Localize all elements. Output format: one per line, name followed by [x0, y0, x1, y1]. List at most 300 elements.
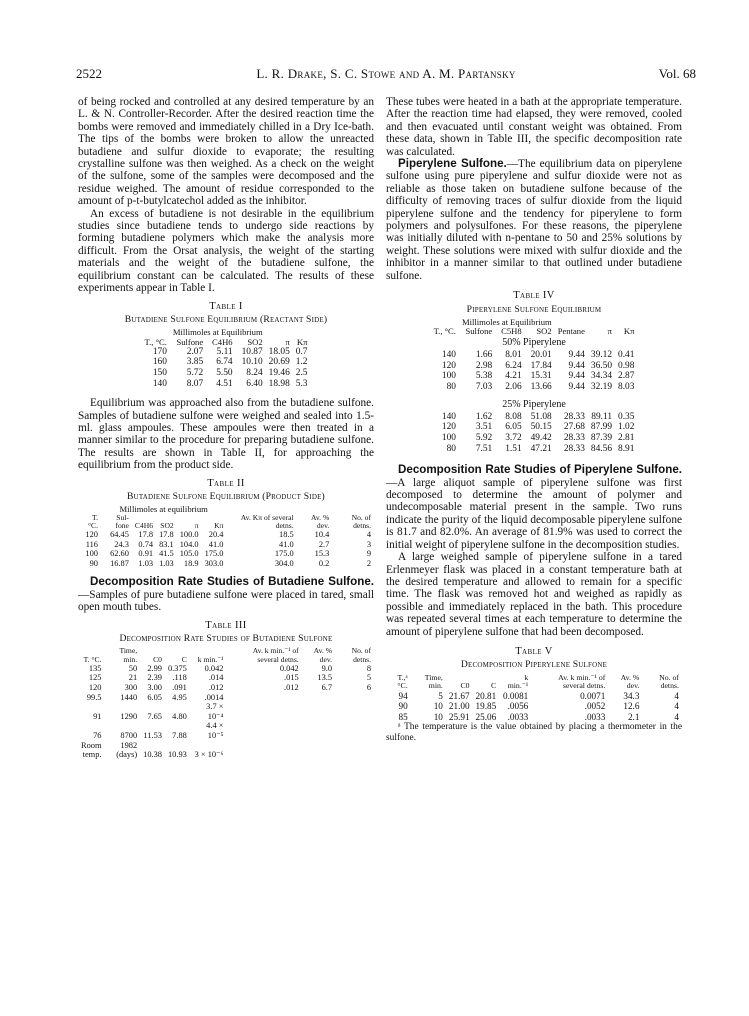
table-cell: 105.0: [179, 549, 199, 559]
table-cell: 140: [152, 378, 167, 389]
table-cell: 8: [366, 663, 371, 673]
column-header: π: [285, 336, 290, 347]
table-cell: 7.03: [475, 381, 493, 392]
table-cell: 2.1: [627, 711, 640, 722]
table-cell: 9: [366, 549, 371, 559]
table-cell: 120: [88, 682, 102, 692]
table-cell: [226, 702, 301, 721]
table-cell: 140: [441, 411, 456, 422]
table-cell: 1290: [120, 711, 138, 721]
table-cell: 18.98: [268, 378, 290, 389]
table-cell: 5.92: [475, 433, 493, 444]
paragraph: of being rocked and controlled at any desired temperature by an L. & N. Controller-Recorder. After the desired reaction time the bombs were removed and immediately chilled in a Dry Ice-bath. The tips of the bombs were broken to allow the unreacted butadiene and sulfur dioxide to evaporate; the resulting crystalline sulfone was then weighed. As a check on the weight of the sulfone, some of the samples were decomposed and the residue weighed. The amount of residue corresponded to the amount of p-t-butylcatechol added as the inhibitor.: [78, 96, 374, 208]
table-cell: 47.21: [530, 443, 552, 454]
table-row: [78, 693, 374, 703]
table-cell: 4.4 × 10⁻⁵: [206, 721, 224, 740]
table-cell: 6.05: [147, 692, 162, 702]
table-cell: 80: [446, 443, 456, 454]
table-cell: 5.38: [475, 371, 493, 382]
table-cell: 11.53: [143, 730, 162, 740]
table-cell: 0.042: [279, 663, 299, 673]
table-cell: [302, 702, 335, 721]
table-cell: 15.3: [314, 549, 330, 559]
table-cell: 84.56: [590, 443, 613, 454]
table-cell: 5: [438, 690, 443, 701]
table-row: [431, 433, 638, 444]
table-cell: 4: [366, 529, 371, 539]
table-cell: 10.38: [143, 750, 162, 760]
table-cell: 13.5: [317, 673, 333, 683]
table-row: [78, 549, 374, 559]
table-cell: 100: [441, 433, 456, 444]
table-cell: .015: [284, 673, 299, 683]
table-cell: 34.3: [623, 690, 640, 701]
table-cell: 39.12: [590, 349, 613, 360]
table-cell: 20.69: [268, 357, 290, 368]
table-cell: 16.87: [110, 558, 129, 568]
table-cell: 83.1: [159, 539, 174, 549]
table-cell: 0.042: [204, 663, 224, 673]
table-cell: 2.39: [147, 673, 162, 683]
column-header: k min.⁻¹: [507, 672, 529, 691]
table-cell: 90: [398, 701, 408, 712]
table-cell: 17.84: [530, 360, 552, 371]
table-row: [431, 350, 638, 361]
table-cell: 5.50: [216, 367, 233, 378]
table-cell: 32.19: [590, 381, 613, 392]
table-cell: 9.44: [568, 349, 585, 360]
column-header: Kπ: [296, 336, 308, 347]
column-header: C0: [153, 654, 162, 664]
table-cell: 175.0: [274, 549, 294, 559]
table-cell: 0.91: [138, 549, 154, 559]
volume: Vol. 68: [658, 66, 696, 81]
table-cell: 15.31: [530, 371, 552, 382]
table-cell: 100: [85, 549, 98, 559]
table-cell: 10.10: [241, 357, 263, 368]
table-cell: 2.5: [295, 367, 308, 378]
table-cell: 2.07: [186, 346, 204, 357]
table-cell: 6: [366, 682, 371, 692]
table-cell: 4.80: [172, 711, 187, 721]
table-label: Table IV: [513, 290, 555, 302]
table-cell: 100.0: [179, 529, 199, 539]
table-cell: 5.3: [295, 378, 308, 389]
table-row: [431, 444, 638, 455]
table-5: [386, 674, 682, 723]
span-header: Millimoles at equilibrium: [119, 504, 208, 515]
table-cell: 1.62: [475, 411, 493, 422]
table-footnote: ᵃ The temperature is the value obtained by placing a thermometer in the sulfone.: [386, 722, 682, 743]
table-cell: 18.05: [268, 346, 290, 357]
table-cell: 18.5: [279, 529, 294, 539]
table-row: [386, 691, 682, 702]
table-cell: 41.0: [279, 539, 294, 549]
running-header: [76, 66, 696, 84]
column-header: C4H6: [212, 336, 233, 347]
paragraph: An excess of butadiene is not desirable in the equilibrium studies since butadiene tends to undergo side reactions by forming butadiene polymers which make the analysis more difficult. From the Orsat analysis, the weight of the starting materials and the weight of the butadiene sulfone, the equilibrium constant can be calculated. The results of these experiments appear in Table I.: [78, 207, 374, 295]
left-column: [78, 96, 374, 760]
section-text: —The equilibrium data on piperylene sulfone using pure piperylene and sulfur dioxide were not as reliable as those taken on butadiene sulfone because of the difficulty of removing traces of sulfur dioxide from the liquid piperylene sulfone and the tendency for piperylene to form polymers and polysulfones. For these reasons, the piperylene was initially diluted with n-pentane to 50 and 25% solutions by weight. These solutions were mixed with sulfur dioxide and the inhibitor in a manner similar to that outlined under butadiene sulfone.: [386, 158, 683, 282]
table-cell: 6.7: [321, 682, 333, 692]
span-header: Millimoles at Equilibrium: [461, 316, 552, 327]
section-heading: Decomposition Rate Studies of Piperylene Sulfone.: [398, 463, 682, 477]
table-cell: 8.07: [186, 378, 204, 389]
table-cell: 1.03: [159, 558, 174, 568]
table-cell: 87.39: [590, 433, 613, 444]
table-row: [431, 382, 638, 393]
column-header: T., °C.: [433, 326, 456, 337]
table-row: [78, 673, 374, 683]
table-cell: 3.7 × 10⁻⁴: [206, 702, 224, 721]
table-cell: 94: [398, 690, 408, 701]
column-header: Av. k min.⁻¹ of several detns.: [252, 646, 299, 664]
table-cell: 1.03: [138, 558, 154, 568]
table-cell: 87.99: [590, 422, 613, 433]
column-header: Av. % dev.: [620, 672, 640, 691]
table-cell: 18.9: [183, 558, 199, 568]
table-row: [78, 721, 374, 740]
column-header: SO2: [160, 520, 174, 530]
table-cell: 2.81: [618, 433, 635, 444]
table-cell: 3.51: [475, 422, 493, 433]
table-cell: 5.11: [216, 346, 233, 357]
table-cell: .118: [172, 673, 187, 683]
table-cell: [226, 721, 301, 740]
table-cell: [335, 721, 374, 740]
table-cell: 9.44: [568, 371, 585, 382]
table-cell: 49.42: [530, 433, 552, 444]
table-cell: 104.0: [179, 539, 199, 549]
table-cell: 36.50: [590, 360, 613, 371]
table-cell: 41.5: [159, 549, 174, 559]
table-cell: 3 × 10⁻⁶: [194, 750, 224, 760]
table-cell: [165, 741, 190, 751]
table-row: [78, 559, 374, 569]
table-cell: 9.44: [568, 360, 585, 371]
table-cell: 0.41: [618, 349, 635, 360]
column-header: k min.⁻¹: [197, 654, 224, 664]
column-header: Av. Kπ of several detns.: [240, 512, 294, 530]
table-cell: 50.15: [530, 422, 552, 433]
table-cell: 91: [93, 711, 102, 721]
table-cell: 25.91: [448, 711, 470, 722]
column-header: Kπ: [214, 520, 224, 530]
span-header: Millimoles at Equilibrium: [172, 327, 263, 338]
table-cell: 10.4: [314, 529, 330, 539]
table-row: [78, 530, 374, 540]
table-cell: 0.7: [295, 346, 308, 357]
table-cell: 12.6: [623, 701, 640, 712]
table-cell: 89.11: [591, 411, 613, 422]
table-cell: 4.21: [505, 371, 522, 382]
table-cell: 4.95: [172, 692, 187, 702]
table-cell: 85: [398, 711, 408, 722]
column-header: SO2: [536, 326, 552, 337]
table-cell: 10.87: [241, 346, 263, 357]
table-cell: 28.33: [563, 443, 585, 454]
table-cell: 1.2: [295, 357, 308, 368]
table-row: [78, 750, 374, 760]
table-cell: 28.33: [563, 411, 585, 422]
table-row: [142, 347, 311, 358]
section-heading: Decomposition Rate Studies of Butadiene Sulfone.: [90, 575, 374, 589]
table-row: [431, 412, 638, 423]
table-row: [386, 701, 682, 712]
table-cell: 25.06: [475, 711, 497, 722]
table-cell: 19.85: [475, 701, 497, 712]
table-cell: 1.02: [618, 422, 635, 433]
table-cell: 62.60: [110, 549, 129, 559]
table-cell: 170: [152, 346, 167, 357]
table-cell: [302, 741, 335, 751]
table-cell: 9.44: [568, 381, 585, 392]
table-cell: 4: [674, 711, 679, 722]
table-cell: .0033: [584, 711, 606, 722]
table-row: [431, 361, 638, 372]
table-cell: 13.66: [530, 381, 552, 392]
column-header: Sulfone: [465, 326, 493, 337]
table-cell: 6.05: [505, 422, 522, 433]
column-header: Pentane: [557, 326, 585, 337]
table-cell: 9.0: [321, 663, 333, 673]
table-cell: 20.4: [208, 529, 224, 539]
column-header: SO2: [247, 336, 263, 347]
table-row: [142, 379, 311, 390]
group-label: 50% Piperylene: [502, 337, 566, 349]
table-title: Decomposition Rate Studies of Butadiene Sulfone: [119, 632, 333, 644]
column-header: No. of detns.: [351, 646, 371, 664]
table-cell: 2.7: [318, 539, 330, 549]
table-label: Table I: [209, 300, 243, 312]
section-text: —A large aliquot sample of piperylene sulfone was first decomposed to determine the amount of polymer and undecomposable material present in the sample. Two runs indicate the purity of the liquid decomposable piperylene sulfone is 81.7 and 82.0%. An average of 81.9% was used to correct the initial weight of piperylene sulfone in the decomposition studies.: [386, 476, 682, 551]
column-header: Kπ: [623, 326, 635, 337]
column-header: No. of detns.: [659, 672, 679, 691]
table-cell: 304.0: [274, 558, 294, 568]
table-cell: 2.87: [618, 371, 635, 382]
table-cell: 7.65: [147, 711, 162, 721]
table-cell: 90: [89, 558, 98, 568]
table-cell: 6.24: [505, 360, 522, 371]
table-cell: 10: [433, 701, 443, 712]
table-cell: Room: [81, 740, 102, 750]
table-cell: 3.72: [505, 433, 522, 444]
table-cell: 0.0071: [580, 690, 606, 701]
table-cell: 6.40: [246, 378, 263, 389]
table-title: Piperylene Sulfone Equilibrium: [466, 303, 602, 315]
table-cell: 51.08: [530, 411, 552, 422]
table-title: Decomposition Piperylene Sulfone: [460, 659, 608, 671]
group-label: 25% Piperylene: [502, 399, 566, 411]
table-row: [78, 664, 374, 674]
table-cell: .014: [208, 673, 224, 683]
table-cell: .012: [208, 682, 224, 692]
table-cell: 8.24: [246, 367, 263, 378]
table-cell: .0052: [584, 701, 606, 712]
table-cell: .012: [284, 682, 299, 692]
table-2: [78, 505, 374, 568]
table-row: [386, 712, 682, 723]
table-cell: [302, 693, 335, 703]
table-cell: 120: [85, 529, 98, 539]
table-4: [431, 318, 638, 454]
table-row: [431, 371, 638, 382]
table-cell: 160: [152, 357, 167, 368]
column-header: π: [607, 326, 613, 337]
table-title: Butadiene Sulfone Equilibrium (Product Side): [127, 490, 325, 502]
table-cell: 1982: [120, 740, 138, 750]
table-cell: [335, 693, 374, 703]
table-label: Table III: [205, 619, 247, 631]
table-cell: 6.74: [216, 357, 233, 368]
column-header: Sul-fone: [115, 512, 129, 530]
table-cell: 10: [433, 711, 443, 722]
table-cell: 140: [441, 349, 456, 360]
table-cell: 150: [152, 367, 167, 378]
table-label: Table II: [207, 477, 245, 489]
table-cell: 4: [674, 701, 679, 712]
table-cell: [190, 741, 227, 751]
table-cell: 28.33: [563, 433, 585, 444]
authors: L. R. Drake, S. C. Stowe and A. M. Partansky: [256, 66, 516, 81]
table-cell: 20.81: [475, 690, 497, 701]
table-row: [78, 540, 374, 550]
table-cell: .091: [172, 682, 187, 692]
table-cell: 10.93: [167, 750, 187, 760]
section-text: —Samples of pure butadiene sulfone were placed in tared, small open mouth tubes.: [78, 588, 374, 614]
table-cell: 3: [366, 539, 371, 549]
table-row: [431, 422, 638, 433]
table-cell: [226, 750, 301, 760]
table-cell: 3.85: [186, 357, 204, 368]
table-cell: temp.: [82, 750, 102, 760]
table-row: [78, 702, 374, 721]
column-header: Av. k min.⁻¹ of several detns.: [558, 672, 606, 691]
column-header: Sulfone: [176, 336, 204, 347]
table-cell: 2.99: [147, 663, 162, 673]
table-cell: [140, 741, 165, 751]
table-1: [142, 328, 311, 389]
column-header: C5H8: [501, 326, 522, 337]
table-cell: [335, 750, 374, 760]
column-header: C: [181, 654, 187, 664]
table-cell: 0.0081: [502, 690, 529, 701]
table-cell: 27.68: [563, 422, 585, 433]
table-label: Table V: [515, 645, 553, 657]
column-header: T., °C.: [144, 336, 167, 347]
table-cell: 0.375: [167, 663, 187, 673]
table-cell: [335, 741, 374, 751]
table-cell: 20.01: [530, 349, 552, 360]
table-cell: 3.00: [147, 682, 162, 692]
table-cell: 300: [124, 682, 138, 692]
table-cell: 0.74: [138, 539, 154, 549]
table-3: [78, 647, 374, 759]
column-header: Av. % dev.: [310, 512, 330, 530]
table-cell: 5: [366, 673, 371, 683]
table-cell: .0033: [507, 711, 529, 722]
column-header: T. °C.: [83, 654, 102, 664]
table-cell: 21.67: [448, 690, 470, 701]
table-cell: [302, 721, 335, 740]
column-header: T. °C.: [87, 512, 98, 530]
column-header: C: [491, 681, 497, 691]
table-cell: 125: [88, 673, 102, 683]
column-header: C4H6: [134, 520, 154, 530]
table-row: [142, 357, 311, 368]
column-header: T.,ᵃ °C.: [397, 672, 408, 691]
column-header: No. of detns.: [351, 512, 371, 530]
column-header: Time, min.: [424, 672, 443, 691]
table-cell: 8.01: [505, 349, 522, 360]
table-cell: 2.06: [505, 381, 522, 392]
table-cell: 19.46: [268, 367, 290, 378]
table-cell: (days): [116, 750, 138, 760]
table-cell: .0056: [507, 701, 529, 712]
table-cell: [335, 702, 374, 721]
table-cell: 8.03: [618, 381, 635, 392]
table-cell: 1.51: [505, 443, 522, 454]
table-cell: 120: [441, 360, 456, 371]
table-cell: 7.88: [172, 730, 187, 740]
table-cell: .0014: [204, 692, 224, 702]
table-cell: 116: [85, 539, 98, 549]
paragraph: A large weighed sample of piperylene sulfone in a tared Erlenmeyer flask was placed in a constant temperature bath at the desired temperature and allowed to remain for a specific time. The flask was removed hot and weighed as rapidly as possible and immediately replaced in the bath. This procedure was repeated several times at each temperature to determine the amount of piperylene sulfone that had been decomposed.: [386, 551, 682, 638]
paragraph: These tubes were heated in a bath at the appropriate temperature. After the reaction time had elapsed, they were removed, cooled and then evacuated until constant weight was obtained. From these data, shown in Table III, the specific decomposition rate was calculated.: [386, 96, 682, 158]
table-row: [142, 368, 311, 379]
table-cell: 100: [441, 371, 456, 382]
table-cell: 0.35: [618, 411, 635, 422]
table-cell: 64.45: [110, 529, 129, 539]
column-header: Av. % dev.: [313, 646, 333, 664]
table-cell: [226, 693, 301, 703]
table-cell: 120: [441, 422, 456, 433]
table-cell: 0.98: [618, 360, 635, 371]
column-header: π: [194, 520, 199, 530]
table-cell: 4: [674, 690, 679, 701]
table-cell: 24.3: [114, 539, 129, 549]
table-cell: 21: [128, 673, 138, 683]
table-cell: 1440: [120, 692, 138, 702]
table-cell: 8.08: [505, 411, 522, 422]
table-cell: 17.8: [138, 529, 154, 539]
right-column: [386, 96, 682, 744]
table-cell: 2: [366, 558, 371, 568]
section-heading: Piperylene Sulfone.: [398, 157, 507, 171]
table-cell: 4.51: [216, 378, 233, 389]
table-cell: 8.91: [618, 443, 635, 454]
table-cell: [302, 750, 335, 760]
table-cell: 0.2: [318, 558, 330, 568]
table-cell: 135: [88, 663, 102, 673]
table-cell: 7.51: [475, 443, 493, 454]
table-cell: 50: [128, 663, 138, 673]
table-cell: 80: [446, 381, 456, 392]
table-cell: 41.0: [208, 539, 224, 549]
table-row: [78, 741, 374, 751]
table-cell: 17.8: [159, 529, 174, 539]
table-cell: 5.72: [186, 367, 204, 378]
paragraph: Equilibrium was approached also from the butadiene sulfone. Samples of butadiene sulfone were weighed and sealed into 1.5-ml. glass ampoules. These ampoules were then treated in a manner similar to the procedure for preparing butadiene sulfone. The results are shown in Table II, for approaching the equilibrium from the product side.: [78, 397, 374, 472]
table-cell: 8700: [120, 730, 138, 740]
table-cell: 34.34: [590, 371, 613, 382]
table-cell: 1.66: [475, 349, 493, 360]
table-title: Butadiene Sulfone Equilibrium (Reactant Side): [124, 313, 328, 325]
table-cell: 2.98: [475, 360, 493, 371]
table-cell: 99.5: [86, 692, 102, 702]
table-row: [78, 683, 374, 693]
page-number: 2522: [76, 66, 102, 81]
